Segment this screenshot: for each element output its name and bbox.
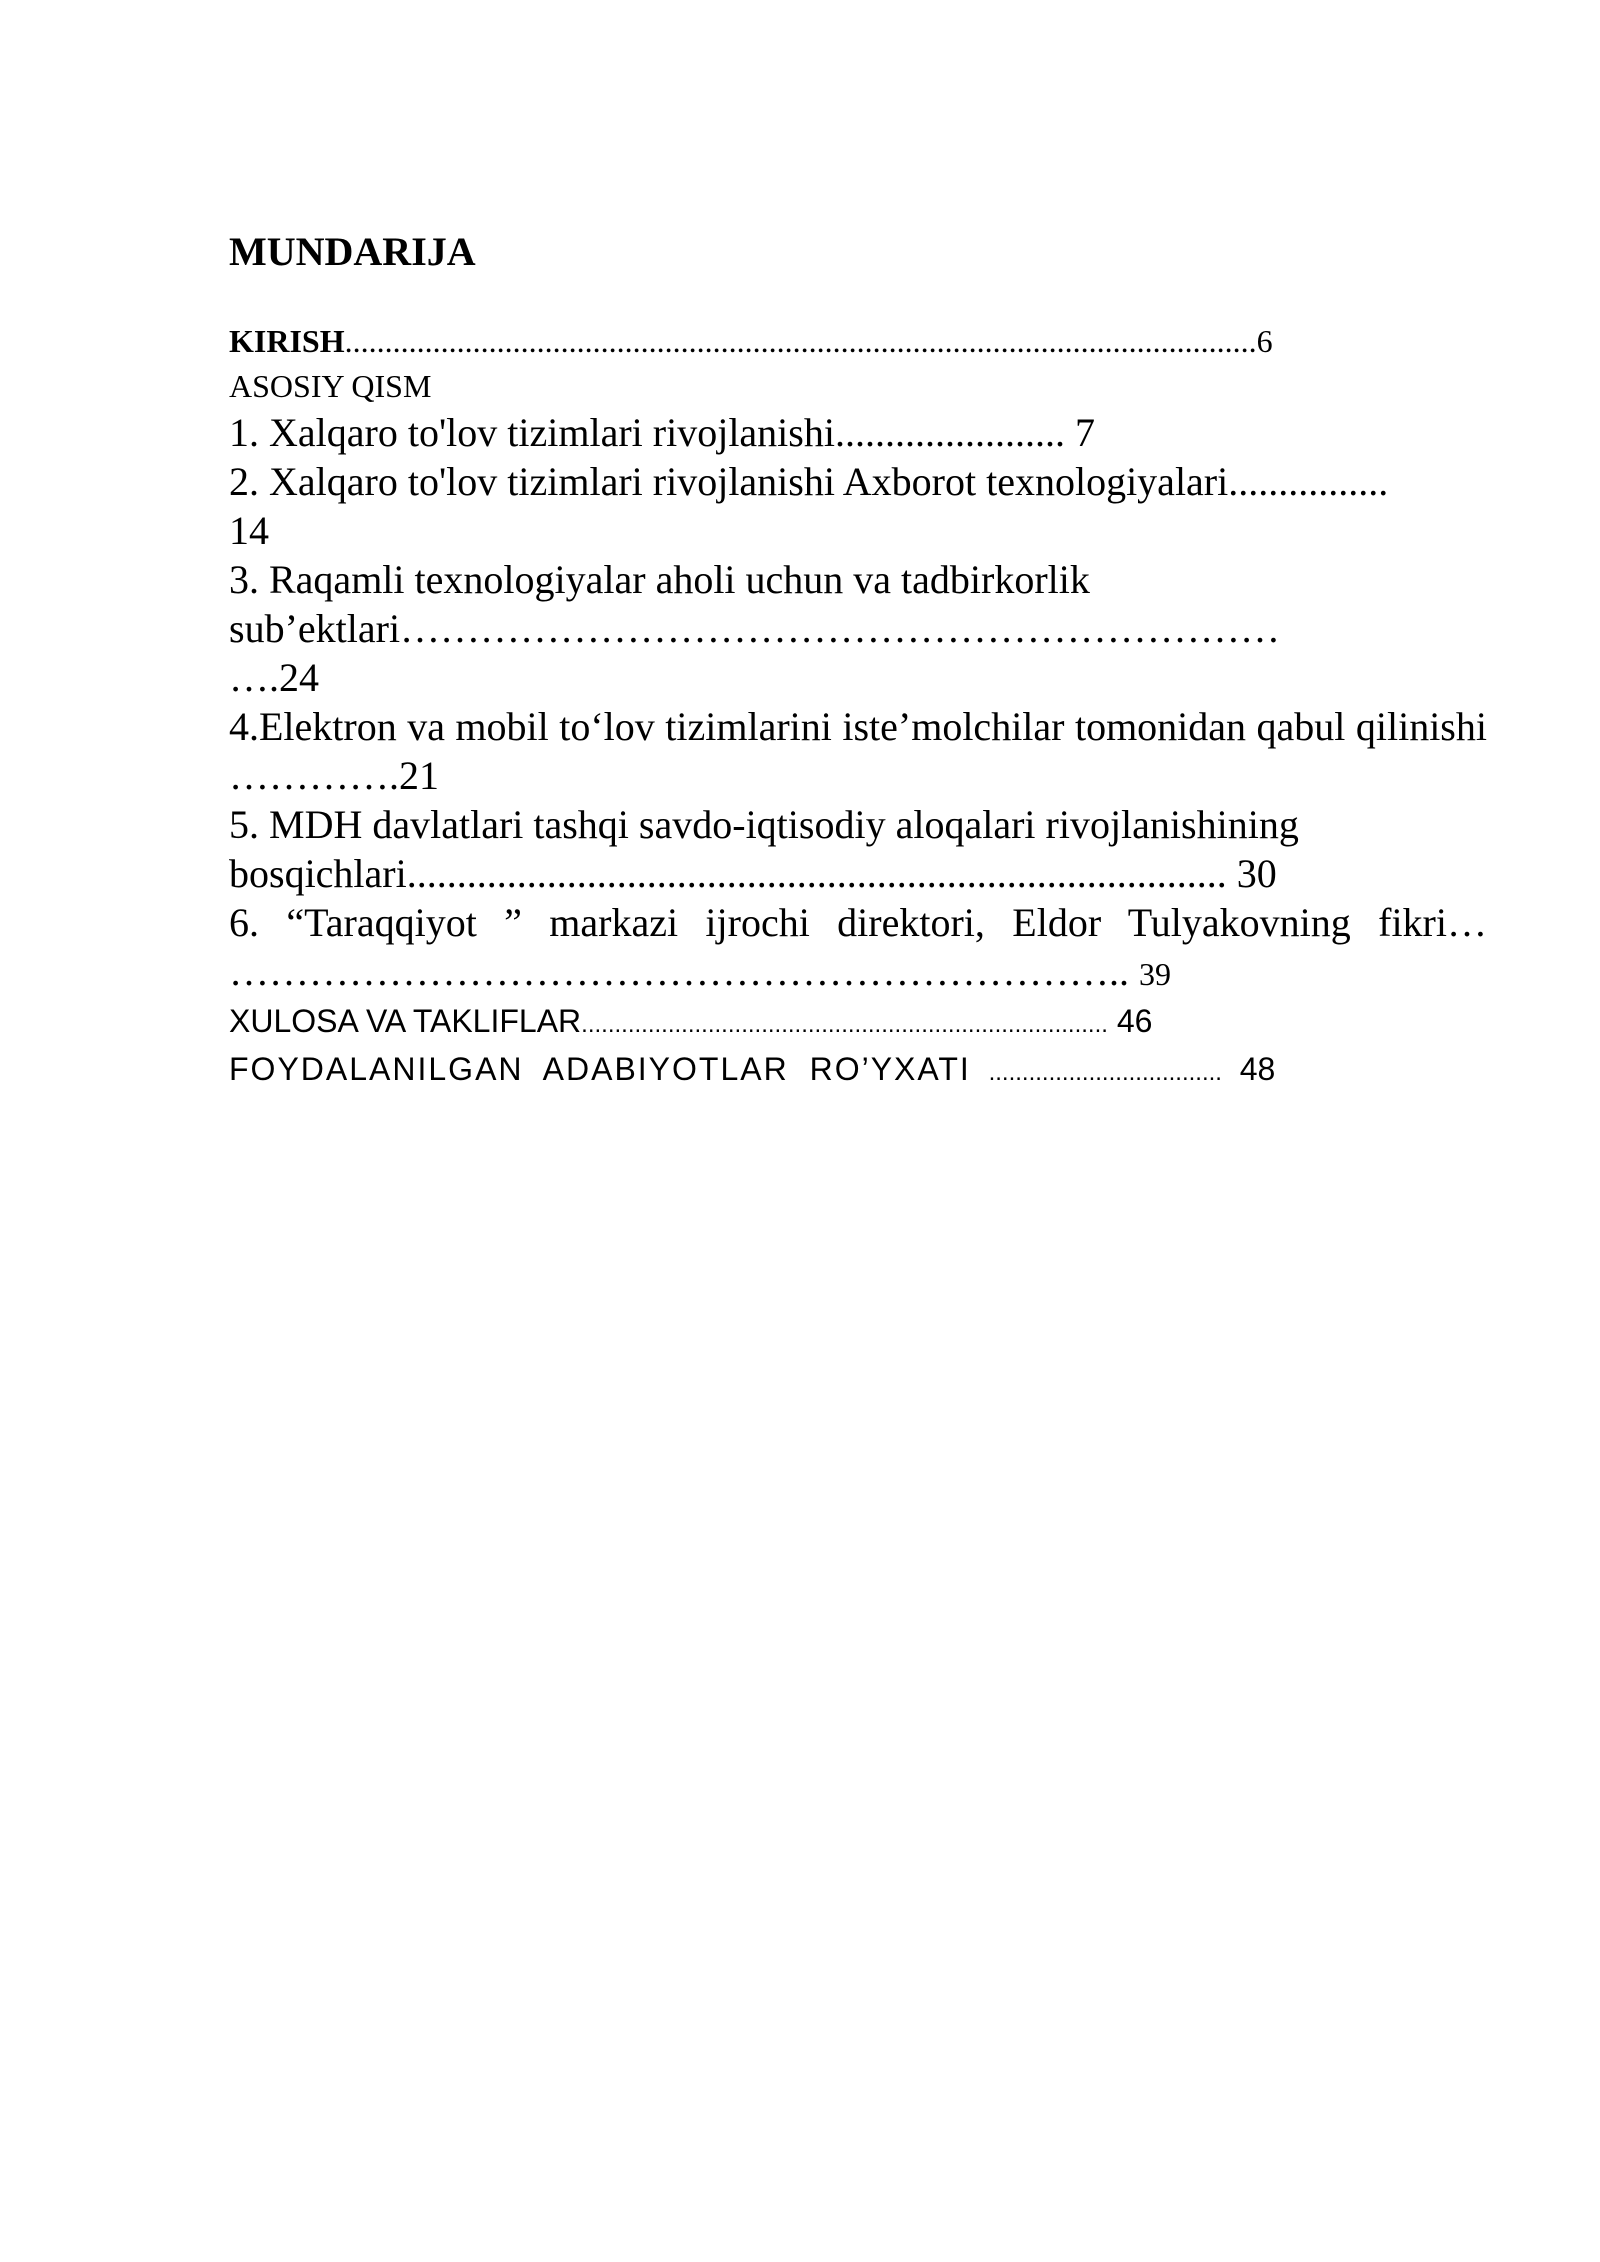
toc-entry-2-page: 14	[229, 508, 269, 553]
toc-entry-label: KIRISH	[229, 323, 345, 359]
toc-entry-5: 5. MDH davlatlari tashqi savdo-iqtisodiy aloqalari rivojlanishining	[229, 802, 1299, 847]
toc-entry-label: XULOSA VA TAKLIFLAR	[229, 1003, 582, 1039]
page-title: MUNDARIJA	[229, 229, 476, 274]
toc-leader: ...................................	[988, 1059, 1222, 1086]
table-of-contents	[229, 318, 1487, 1095]
toc-entry-conclusion	[229, 999, 1487, 1047]
toc-entry-kirish	[229, 318, 1487, 364]
toc-page-number: 39	[1139, 956, 1171, 992]
toc-entry-1: 1. Xalqaro to'lov tizimlari rivojlanishi....................... 7	[229, 410, 1095, 455]
toc-entry-label: FOYDALANILGAN ADABIYOTLAR RO’YXATI	[229, 1051, 971, 1087]
toc-entry-5-cont: bosqichlari.................................................................................. 30	[229, 851, 1277, 896]
toc-leader: ..................................................................................................................	[344, 323, 1257, 359]
toc-section-heading: ASOSIY QISM	[229, 368, 432, 404]
toc-entry-3-page: ….24	[229, 655, 319, 700]
toc-leader: ...............................................................................	[581, 1011, 1108, 1038]
toc-page-number: 46	[1116, 1003, 1153, 1039]
toc-entry-references	[229, 1047, 1487, 1095]
toc-entry-3: 3. Raqamli texnologiyalar aholi uchun va tadbirkorlik	[229, 557, 1090, 602]
toc-entry-2: 2. Xalqaro to'lov tizimlari rivojlanishi Axborot texnologiyalari................	[229, 459, 1389, 504]
toc-leader: …………………………………………………………..	[229, 949, 1129, 994]
toc-entry-4: 4.Elektron va mobil to‘lov tizimlarini iste’molchilar tomonidan qabul qilinishi ………….21	[229, 704, 1487, 798]
toc-page-number: 48	[1239, 1051, 1276, 1087]
toc-entry-3-cont: sub’ektlari…………………………………………………………	[229, 606, 1281, 651]
toc-page-number: 6	[1256, 323, 1273, 359]
toc-entry-6-cont	[229, 947, 1487, 999]
toc-entry-6: 6. “Taraqqiyot ” markazi ijrochi direktori, Eldor Tulyakovning fikri…	[229, 900, 1487, 945]
